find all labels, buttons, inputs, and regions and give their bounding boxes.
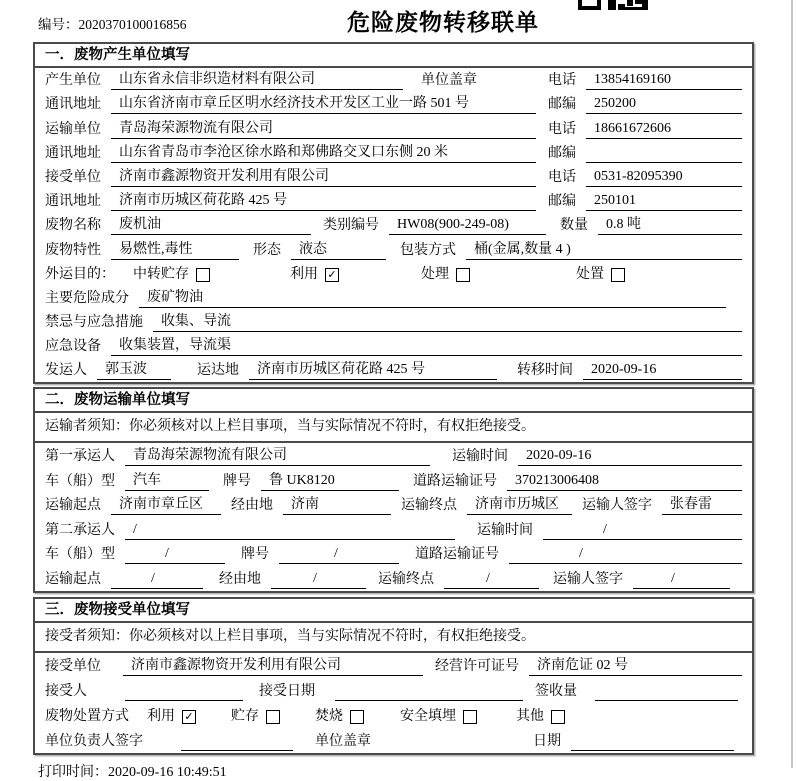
field-row-receiver-address [35, 189, 752, 213]
field-label: 发运人 [45, 363, 87, 379]
field-label: 运输时间 [452, 449, 508, 465]
field-label: 经营许可证号 [435, 659, 519, 674]
field-label: 转移时间 [517, 363, 573, 379]
field-label: 电话 [548, 121, 576, 137]
checkbox-option [133, 266, 210, 284]
page-edge-line [791, 0, 793, 768]
field-label: 运输单位 [45, 121, 101, 137]
field-value-underline: 废机油 [111, 216, 311, 235]
field-label: 道路运输证号 [413, 473, 497, 489]
field-label: 运输人签字 [553, 572, 623, 587]
field-value-underline: / [543, 521, 742, 540]
checkbox-option [315, 708, 364, 726]
checkbox-option-label: 利用 [290, 266, 318, 282]
field-label: 接受单位 [45, 659, 101, 674]
field-value-underline: 18661672606 [586, 120, 742, 139]
serial-label: 编号： [38, 17, 79, 32]
field-row-emergency-equipment [35, 334, 752, 358]
field-value-underline [595, 682, 738, 701]
field-label: 接受单位 [45, 169, 101, 185]
document-header [0, 0, 796, 42]
field-label: 废物处置方式 [45, 709, 129, 724]
field-row-producer-address [35, 92, 752, 116]
field-label: 道路运输证号 [415, 547, 499, 563]
field-value-underline: 液态 [291, 241, 386, 260]
section-receiver [33, 597, 754, 755]
field-label: 运达地 [197, 363, 239, 379]
field-row-receive-person [35, 678, 752, 703]
field-value-underline: 青岛海荣源物流有限公司 [125, 447, 430, 466]
field-label: 废物名称 [45, 218, 101, 234]
field-label: 单位负责人签字 [45, 734, 143, 749]
field-row-hazard-component [35, 286, 752, 310]
field-value-underline: 济南市历城区 [467, 496, 572, 515]
field-label: 包装方式 [400, 242, 456, 258]
field-value-underline: 济南危证 02 号 [529, 657, 742, 676]
print-time-label: 打印时间： [38, 765, 108, 780]
field-value-underline: 济南市鑫源物资开发利用有限公司 [111, 168, 536, 187]
field-label: 运输起点 [45, 498, 101, 514]
field-value-underline: 13854169160 [586, 71, 742, 90]
field-value-underline: 济南市历城区荷花路 425 号 [111, 192, 536, 211]
field-value-underline: 易燃性,毒性 [111, 241, 239, 260]
field-group [45, 95, 548, 114]
checkbox-unchecked [350, 710, 364, 724]
field-label: 外运目的： [45, 266, 115, 282]
field-label: 接受人 [45, 684, 87, 699]
field-label: 车（船）型 [45, 547, 115, 563]
field-label: 单位盖章 [421, 73, 477, 89]
receiver-notice: 接受者须知：你必须核对以上栏目事项，当与实际情况不符时，有权拒绝接受。 [35, 623, 752, 653]
checkbox-unchecked [196, 268, 210, 282]
field-value-underline: / [633, 570, 730, 589]
field-value-underline: 张春雷 [662, 496, 742, 515]
field-label: 通讯地址 [45, 194, 101, 210]
field-row-waste-name [35, 213, 752, 237]
field-value-underline [125, 682, 243, 701]
field-group [45, 71, 548, 90]
field-row-second-carrier [35, 517, 752, 542]
field-label: 类别编号 [323, 218, 379, 234]
section-transporter [33, 387, 754, 593]
field-group [45, 120, 548, 139]
field-label: 邮编 [548, 145, 576, 161]
checkbox-option [290, 266, 339, 284]
field-row-outbound-purpose [35, 262, 752, 286]
field-label: 经由地 [231, 498, 273, 514]
field-row-disposal-method [35, 703, 752, 728]
checkbox-option [516, 708, 565, 726]
field-value-underline: 济南 [283, 496, 391, 515]
page-title: 危险废物转移联单 [347, 10, 539, 35]
field-row-waste-property [35, 237, 752, 261]
checkbox-unchecked [551, 710, 565, 724]
checkbox-option [421, 266, 470, 284]
field-value-underline: / [279, 545, 399, 564]
field-label: 产生单位 [45, 73, 101, 89]
field-label: 单位盖章 [315, 734, 371, 749]
field-label: 运输终点 [401, 498, 457, 514]
field-label: 牌号 [241, 547, 269, 563]
field-value-underline: 汽车 [125, 472, 209, 491]
checkbox-option-label: 安全填埋 [400, 709, 456, 724]
field-value-underline: 收集、导流 [153, 313, 742, 332]
field-label: 邮编 [548, 194, 576, 210]
checkbox-option [147, 708, 196, 726]
print-timestamp [38, 761, 796, 781]
field-value-underline: / [125, 545, 225, 564]
field-label: 应急设备 [45, 339, 101, 355]
field-label: 电话 [548, 169, 576, 185]
field-label: 邮编 [548, 97, 576, 113]
field-value-underline: 郭玉波 [97, 361, 171, 380]
field-label: 第二承运人 [45, 522, 115, 538]
field-row-receive-unit [35, 653, 752, 678]
field-row-transport-address [35, 141, 752, 165]
checkbox-option-label: 焚烧 [315, 709, 343, 724]
field-value-underline: 250200 [586, 95, 742, 114]
field-group [45, 168, 548, 187]
checkbox-option-label: 中转贮存 [133, 266, 189, 282]
field-value-underline: / [509, 545, 742, 564]
checkbox-unchecked [611, 268, 625, 282]
field-value-underline: 济南市鑫源物资开发利用有限公司 [123, 657, 423, 676]
field-value-underline: 0.8 吨 [598, 216, 742, 235]
field-label: 形态 [253, 242, 281, 258]
field-label: 禁忌与应急措施 [45, 315, 143, 331]
field-value-underline: 收集装置，导流渠 [111, 337, 742, 356]
field-label: 运输终点 [378, 572, 434, 587]
checkbox-option-label: 贮存 [231, 709, 259, 724]
field-value-underline [181, 732, 293, 751]
field-label: 废物特性 [45, 242, 101, 258]
field-value-underline: 山东省济南市章丘区明水经济技术开发区工业一路 501 号 [111, 95, 536, 114]
field-label: 数量 [560, 218, 588, 234]
checkbox-option-label: 利用 [147, 709, 175, 724]
field-value-underline: 0531-82095390 [586, 168, 742, 187]
checkbox-option [400, 708, 477, 726]
field-label: 运输时间 [477, 522, 533, 538]
field-row-transport-unit [35, 116, 752, 140]
section-producer [33, 42, 754, 384]
field-value-underline: 鲁 UK8120 [261, 472, 399, 491]
field-label: 日期 [533, 734, 561, 749]
checkbox-option-label: 处理 [421, 266, 449, 282]
field-value-underline: 250101 [586, 192, 742, 211]
section-title: 三．废物接受单位填写 [35, 599, 752, 623]
field-group [45, 144, 548, 163]
field-row-receiver-unit [35, 165, 752, 189]
checkbox-unchecked [456, 268, 470, 282]
field-label: 电话 [548, 73, 576, 89]
checkbox-option-label: 处置 [576, 266, 604, 282]
print-time-value: 2020-09-16 10:49:51 [108, 765, 227, 780]
field-row-vehicle-type [35, 468, 752, 493]
field-row-vehicle-type-2 [35, 542, 752, 567]
checkbox-checked: ✓ [182, 710, 196, 724]
checkbox-checked: ✓ [325, 268, 339, 282]
field-row-shipper [35, 358, 752, 382]
field-value-underline: / [271, 570, 366, 589]
field-value-underline: HW08(900-249-08) [389, 216, 546, 235]
field-row-emergency-measures [35, 310, 752, 334]
field-label: 通讯地址 [45, 97, 101, 113]
field-value-underline [586, 144, 742, 163]
field-value-underline: 济南市历城区荷花路 425 号 [249, 361, 497, 380]
checkbox-option-label: 其他 [516, 709, 544, 724]
section-title: 二．废物运输单位填写 [35, 389, 752, 413]
field-label: 第一承运人 [45, 449, 115, 465]
field-row-responsible-signature [35, 728, 752, 753]
checkbox-option [576, 266, 625, 284]
field-value-underline: 青岛海荣源物流有限公司 [111, 120, 536, 139]
field-value-underline: 2020-09-16 [518, 447, 742, 466]
section-title: 一．废物产生单位填写 [35, 44, 752, 68]
qr-code-fragment [578, 0, 650, 10]
field-row-first-carrier [35, 443, 752, 468]
field-value-underline: / [111, 570, 203, 589]
field-group [45, 192, 548, 211]
checkbox-unchecked [266, 710, 280, 724]
checkbox-option [231, 708, 280, 726]
field-label: 车（船）型 [45, 473, 115, 489]
field-value-underline: 济南市章丘区 [111, 496, 221, 515]
field-label: 主要危险成分 [45, 290, 129, 306]
field-row-transport-route-2 [35, 566, 752, 591]
field-label: 运输起点 [45, 572, 101, 587]
field-row-transport-route [35, 493, 752, 518]
serial-value: 2020370100016856 [78, 17, 187, 32]
field-label: 签收量 [535, 684, 577, 699]
field-value-underline: 山东省青岛市李沧区徐水路和郑佛路交叉口东侧 20 米 [111, 144, 536, 163]
field-value-underline: 370213006408 [507, 472, 742, 491]
field-value-underline: 2020-09-16 [583, 361, 742, 380]
field-value-underline: / [125, 521, 455, 540]
field-label: 接受日期 [259, 684, 315, 699]
field-value-underline [571, 732, 734, 751]
field-label: 运输人签字 [582, 498, 652, 514]
transporter-notice: 运输者须知：你必须核对以上栏目事项，当与实际情况不符时，有权拒绝接受。 [35, 413, 752, 443]
field-value-underline: 山东省永信非织造材料有限公司 [111, 71, 403, 90]
field-row-producer-unit [35, 68, 752, 92]
field-label: 通讯地址 [45, 145, 101, 161]
checkbox-unchecked [463, 710, 477, 724]
field-value-underline [335, 682, 523, 701]
field-value-underline: 桶(金属,数量 4 ) [466, 241, 742, 260]
field-label: 经由地 [219, 572, 261, 587]
field-value-underline: / [444, 570, 539, 589]
field-label: 牌号 [223, 473, 251, 489]
field-value-underline: 废矿物油 [139, 289, 726, 308]
